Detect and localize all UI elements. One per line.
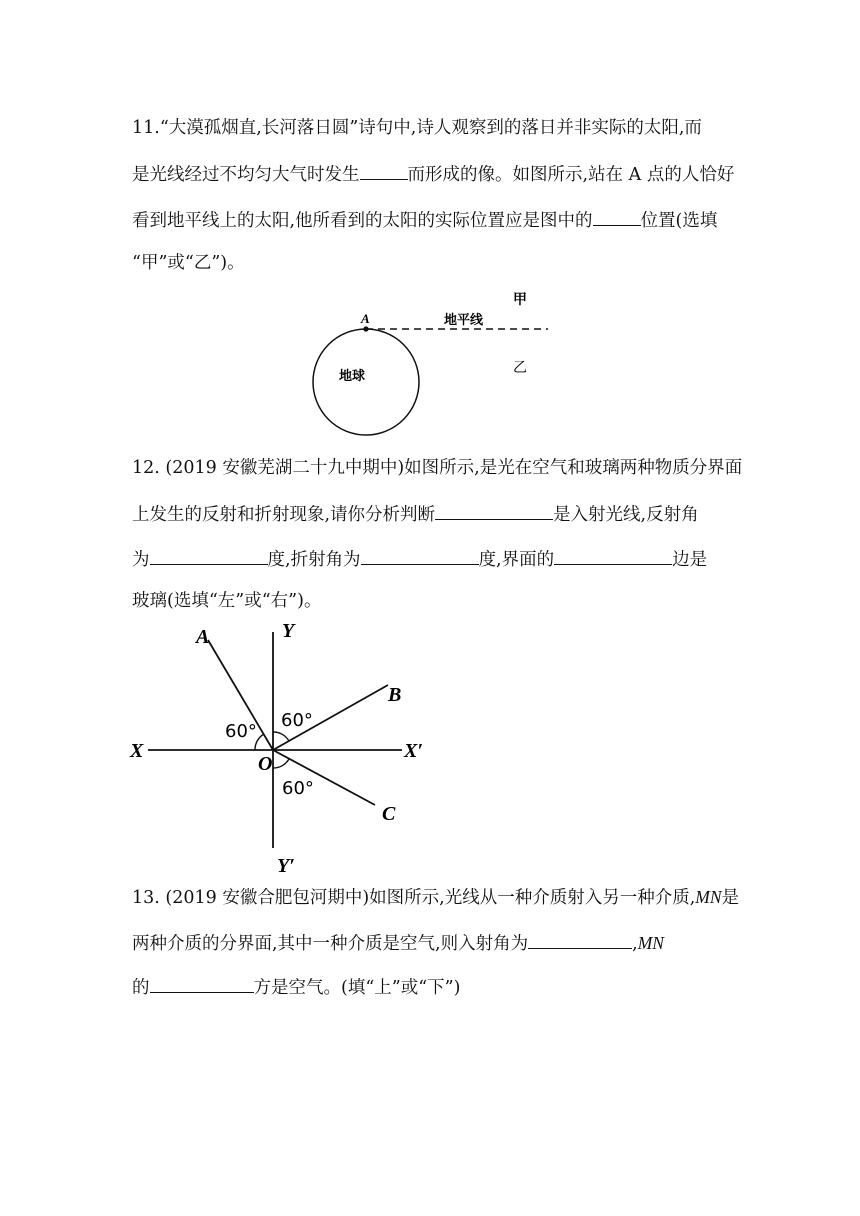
q11-text-2a: 是光线经过不均匀大气时发生 (132, 165, 360, 185)
angle-label-left: 60° (225, 721, 257, 742)
q12-text-3c: 度,界面的 (478, 550, 555, 570)
label-o: O (258, 753, 273, 775)
earth-label: 地球 (339, 369, 366, 384)
q13-line-3 (132, 973, 460, 1000)
q13-mn-1: MN (695, 887, 722, 907)
q12-text-1: 12. (2019 安徽芜湖二十九中期中)如图所示,是光在空气和玻璃两种物质分界面 (132, 458, 743, 478)
label-x: X (130, 740, 144, 762)
q13-mn-2: MN (637, 933, 664, 953)
arc-lower-right (273, 759, 289, 768)
q13-blank-incident-angle[interactable] (528, 929, 632, 949)
point-a-label: A (361, 311, 370, 326)
q11-text-2b: 而形成的像。如图所示,站在 A 点的人恰好 (407, 165, 735, 185)
q11-text-1: 11.“大漠孤烟直,长河落日圆”诗句中,诗人观察到的落日并非实际的太阳,而 (132, 118, 702, 138)
q13-text-3a: 的 (132, 978, 150, 998)
q12-text-2a: 上发生的反射和折射现象,请你分析判断 (132, 505, 436, 525)
q11-text-3a: 看到地平线上的太阳,他所看到的太阳的实际位置应是图中的 (132, 211, 593, 231)
label-b: B (388, 684, 402, 706)
q13-line-2 (132, 929, 664, 956)
q12-text-2b: 是入射光线,反射角 (553, 505, 699, 525)
angle-label-lower-right: 60° (282, 778, 314, 799)
label-y: Y (282, 620, 295, 642)
angle-label-upper-right: 60° (281, 710, 313, 731)
q13-blank-side[interactable] (150, 973, 254, 993)
horizon-label: 地平线 (444, 313, 484, 328)
q13-text-2b: , (632, 934, 638, 954)
q13-text-3b: 方是空气。(填“上”或“下”) (253, 978, 461, 998)
q13-text-1a: 13. (2019 安徽合肥包河期中)如图所示,光线从一种介质射入另一种介质, (132, 888, 696, 908)
q13-text-2a: 两种介质的分界面,其中一种介质是空气,则入射角为 (132, 934, 529, 954)
arc-upper-right (273, 732, 289, 741)
q11-text-4: “甲”或“乙”)。 (132, 253, 245, 273)
label-y-prime: Y′ (277, 855, 295, 877)
q12-text-3a: 为 (132, 550, 150, 570)
q13-line-1 (132, 885, 739, 910)
label-x-prime: X′ (404, 740, 423, 762)
q13-text-1b: 是 (721, 888, 740, 908)
label-a: A (196, 626, 210, 648)
position-yi-label: 乙 (513, 360, 527, 376)
position-jia-label: 甲 (513, 292, 527, 308)
q12-text-3b: 度,折射角为 (267, 550, 361, 570)
q11-text-3b: 位置(选填 (640, 211, 718, 231)
q12-text-3d: 边是 (672, 550, 708, 570)
label-c: C (382, 803, 396, 825)
q12-text-4: 玻璃(选填“左”或“右”)。 (132, 591, 322, 611)
